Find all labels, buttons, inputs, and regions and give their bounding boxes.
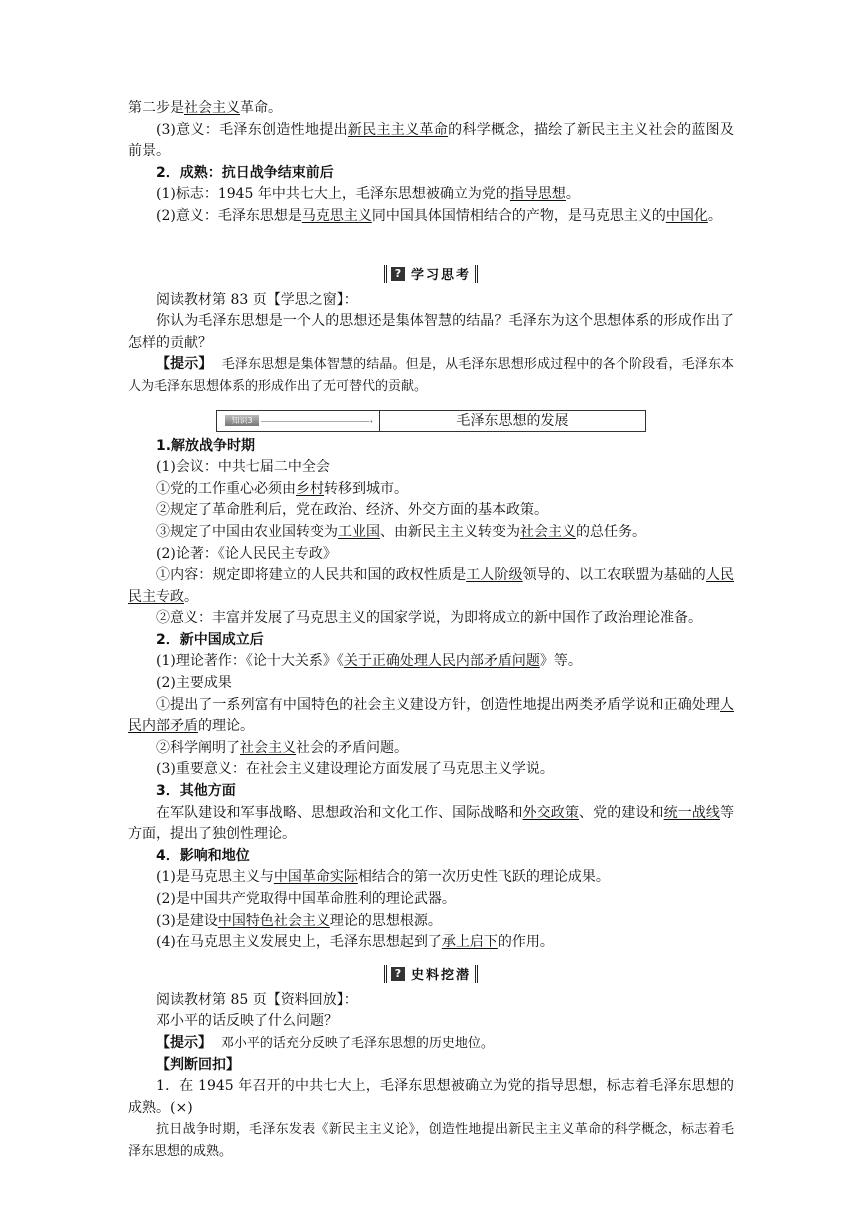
section-heading: 2．成熟：抗日战争结束前后 — [156, 164, 334, 181]
text: 理论的思想根源。 — [329, 912, 442, 929]
text: 的作用。 — [497, 934, 554, 951]
text: 同中国具体国情相结合的产物，是马克思主义的 — [371, 207, 666, 224]
text: (1)是马克思主义与 — [156, 869, 274, 886]
text: 相结合的第一次历史性飞跃的理论成果。 — [357, 869, 610, 886]
paragraph — [128, 695, 734, 738]
paragraph: ②规定了革命胜利后，党在政治、经济、外交方面的基本政策。 — [156, 502, 548, 519]
question: 你认为毛泽东思想是一个人的思想还是集体智慧的结晶？毛泽东为这个思想体系的形成作出了怎样的贡献？ — [128, 313, 734, 351]
paragraph — [128, 867, 734, 889]
underlined-term: 新民主主义革命 — [347, 121, 449, 138]
paragraph — [128, 522, 734, 544]
text: 转移到城市。 — [324, 480, 408, 497]
text: (2)意义：毛泽东思想是 — [156, 207, 302, 224]
text: 等方面，提出了独创性理论。 — [128, 804, 735, 843]
judge-heading: 【判断回扣】 — [156, 1056, 240, 1073]
text: 革命。 — [240, 100, 282, 116]
paragraph: (1)会议：中共七届二中全会 — [156, 459, 330, 476]
heading-box — [384, 265, 478, 283]
history-dig-heading — [128, 962, 734, 984]
underlined-term: 人民民主专政 — [128, 567, 735, 605]
tip-label: 【提示】 — [156, 1034, 212, 1051]
paragraph — [128, 738, 734, 760]
underlined-term: 中国特色社会主义 — [217, 912, 330, 929]
section-heading: 2．新中国成立后 — [156, 631, 264, 648]
question: 邓小平的话反映了什么问题？ — [156, 1013, 338, 1030]
divider-line — [261, 421, 369, 422]
section-heading: 3．其他方面 — [156, 783, 236, 800]
paragraph — [128, 911, 734, 933]
arrow-icon: ➝ — [366, 416, 373, 426]
read-instruction: 阅读教材第 85 页【资料回放】： — [156, 991, 358, 1008]
tip — [128, 354, 734, 397]
paragraph — [128, 565, 734, 608]
underlined-term: 工业国 — [338, 523, 380, 540]
paragraph — [128, 651, 734, 673]
text: 、党的建设和 — [579, 804, 664, 821]
underlined-term: 乡村 — [296, 480, 324, 497]
paragraph — [128, 206, 734, 228]
paragraph — [128, 803, 734, 846]
underlined-term: 社会主义 — [240, 739, 296, 756]
text: ①党的工作重心必须由 — [156, 480, 296, 497]
paragraph — [128, 184, 734, 206]
heading-text: 学习思考 — [410, 268, 471, 284]
underlined-term: 社会主义 — [184, 100, 240, 116]
tip-text: 毛泽东思想是集体智慧的结晶。但是，从毛泽东思想形成过程中的各个阶段看，毛泽东本人为毛泽东思想体系的形成作出了无可替代的贡献。 — [128, 357, 734, 394]
document-page — [128, 98, 734, 1163]
section-heading: 1.解放战争时期 — [156, 437, 256, 454]
knowledge-banner — [216, 410, 646, 432]
text: ①内容：规定即将建立的人民共和国的政权性质是 — [156, 567, 467, 584]
paragraph: (2)是中国共产党取得中国革命胜利的理论武器。 — [156, 891, 456, 907]
underlined-term: 承上启下 — [441, 934, 498, 951]
text: ②科学阐明了 — [156, 739, 240, 756]
underlined-term: 社会主义 — [520, 523, 576, 540]
study-think-heading — [128, 262, 734, 284]
paragraph — [128, 479, 734, 501]
text: 的科学概念，描绘了新民主主义社会的蓝图及前景。 — [128, 121, 734, 160]
text: 第二步是 — [128, 100, 184, 116]
paragraph: (2)主要成果 — [156, 675, 232, 692]
text: 、由新民主主义转变为 — [380, 523, 520, 540]
question-mark-icon: ? — [391, 967, 405, 981]
text: (1)理论著作：《论十大关系》《 — [156, 653, 344, 670]
underlined-term: 中国化 — [665, 207, 708, 224]
paragraph — [128, 120, 734, 163]
question-mark-icon: ? — [391, 267, 405, 281]
heading-box — [384, 965, 478, 983]
underlined-term: 中国革命实际 — [273, 869, 358, 886]
read-instruction: 阅读教材第 83 页【学思之窗】： — [156, 291, 358, 308]
text: 。 — [565, 186, 580, 203]
underlined-term: 指导思想 — [509, 186, 566, 203]
judge-item: 1．在 1945 年召开的中共七大上，毛泽东思想被确立为党的指导思想，标志着毛泽东思想的成熟。(×) — [128, 1078, 734, 1116]
knowledge-title: 毛泽东思想的发展 — [456, 412, 569, 429]
underlined-term: 外交政策 — [522, 804, 580, 821]
knowledge-tag-area — [217, 411, 380, 431]
text: (1)标志：1945 年中共七大上，毛泽东思想被确立为党的 — [156, 186, 510, 203]
underlined-term: 关于正确处理人民内部矛盾问题 — [343, 653, 540, 670]
text: 领导的、以工农联盟为基础的 — [522, 567, 706, 584]
paragraph: (2)论著：《论人民民主专政》 — [156, 545, 337, 562]
text: ①提出了一系列富有中国特色的社会主义建设方针，创造性地提出两类矛盾学说和正确处理 — [156, 696, 720, 713]
text: 。 — [184, 588, 198, 605]
paragraph: (3)重要意义：在社会主义建设理论方面发展了马克思主义学说。 — [156, 761, 554, 778]
paragraph — [128, 98, 734, 120]
text: (3)意义：毛泽东创造性地提出 — [156, 121, 348, 138]
text: 。 — [707, 207, 722, 224]
tip-text: 邓小平的话充分反映了毛泽东思想的历史地位。 — [220, 1035, 494, 1051]
tip-label: 【提示】 — [156, 356, 213, 373]
text: 的理论。 — [198, 718, 254, 735]
text: (4)在马克思主义发展史上，毛泽东思想起到了 — [156, 934, 442, 951]
underlined-term: 工人阶级 — [466, 567, 523, 584]
text: 社会的矛盾问题。 — [296, 739, 408, 756]
heading-text: 史料挖潜 — [410, 968, 471, 984]
explanation: 抗日战争时期，毛泽东发表《新民主主义论》，创造性地提出新民主主义革命的科学概念，标志着毛泽东思想的成熟。 — [128, 1122, 734, 1159]
text: 在军队建设和军事战略、思想政治和文化工作、国际战略和 — [156, 804, 523, 821]
text: ③规定了中国由农业国转变为 — [156, 523, 338, 540]
knowledge-tag: 知识3 — [225, 415, 259, 426]
underlined-term: 人民内部矛盾 — [128, 696, 734, 735]
spacer — [128, 228, 734, 254]
underlined-term: 马克思主义 — [301, 207, 372, 224]
text: 的总任务。 — [576, 523, 646, 540]
tip — [128, 1033, 734, 1055]
text: (3)是建设 — [156, 912, 218, 929]
text: 》等。 — [539, 653, 582, 670]
section-heading: 4．影响和地位 — [156, 847, 250, 864]
underlined-term: 统一战线 — [663, 804, 721, 821]
paragraph: ②意义：丰富并发展了马克思主义的国家学说，为即将成立的新中国作了政治理论准备。 — [156, 610, 702, 627]
paragraph — [128, 932, 734, 954]
